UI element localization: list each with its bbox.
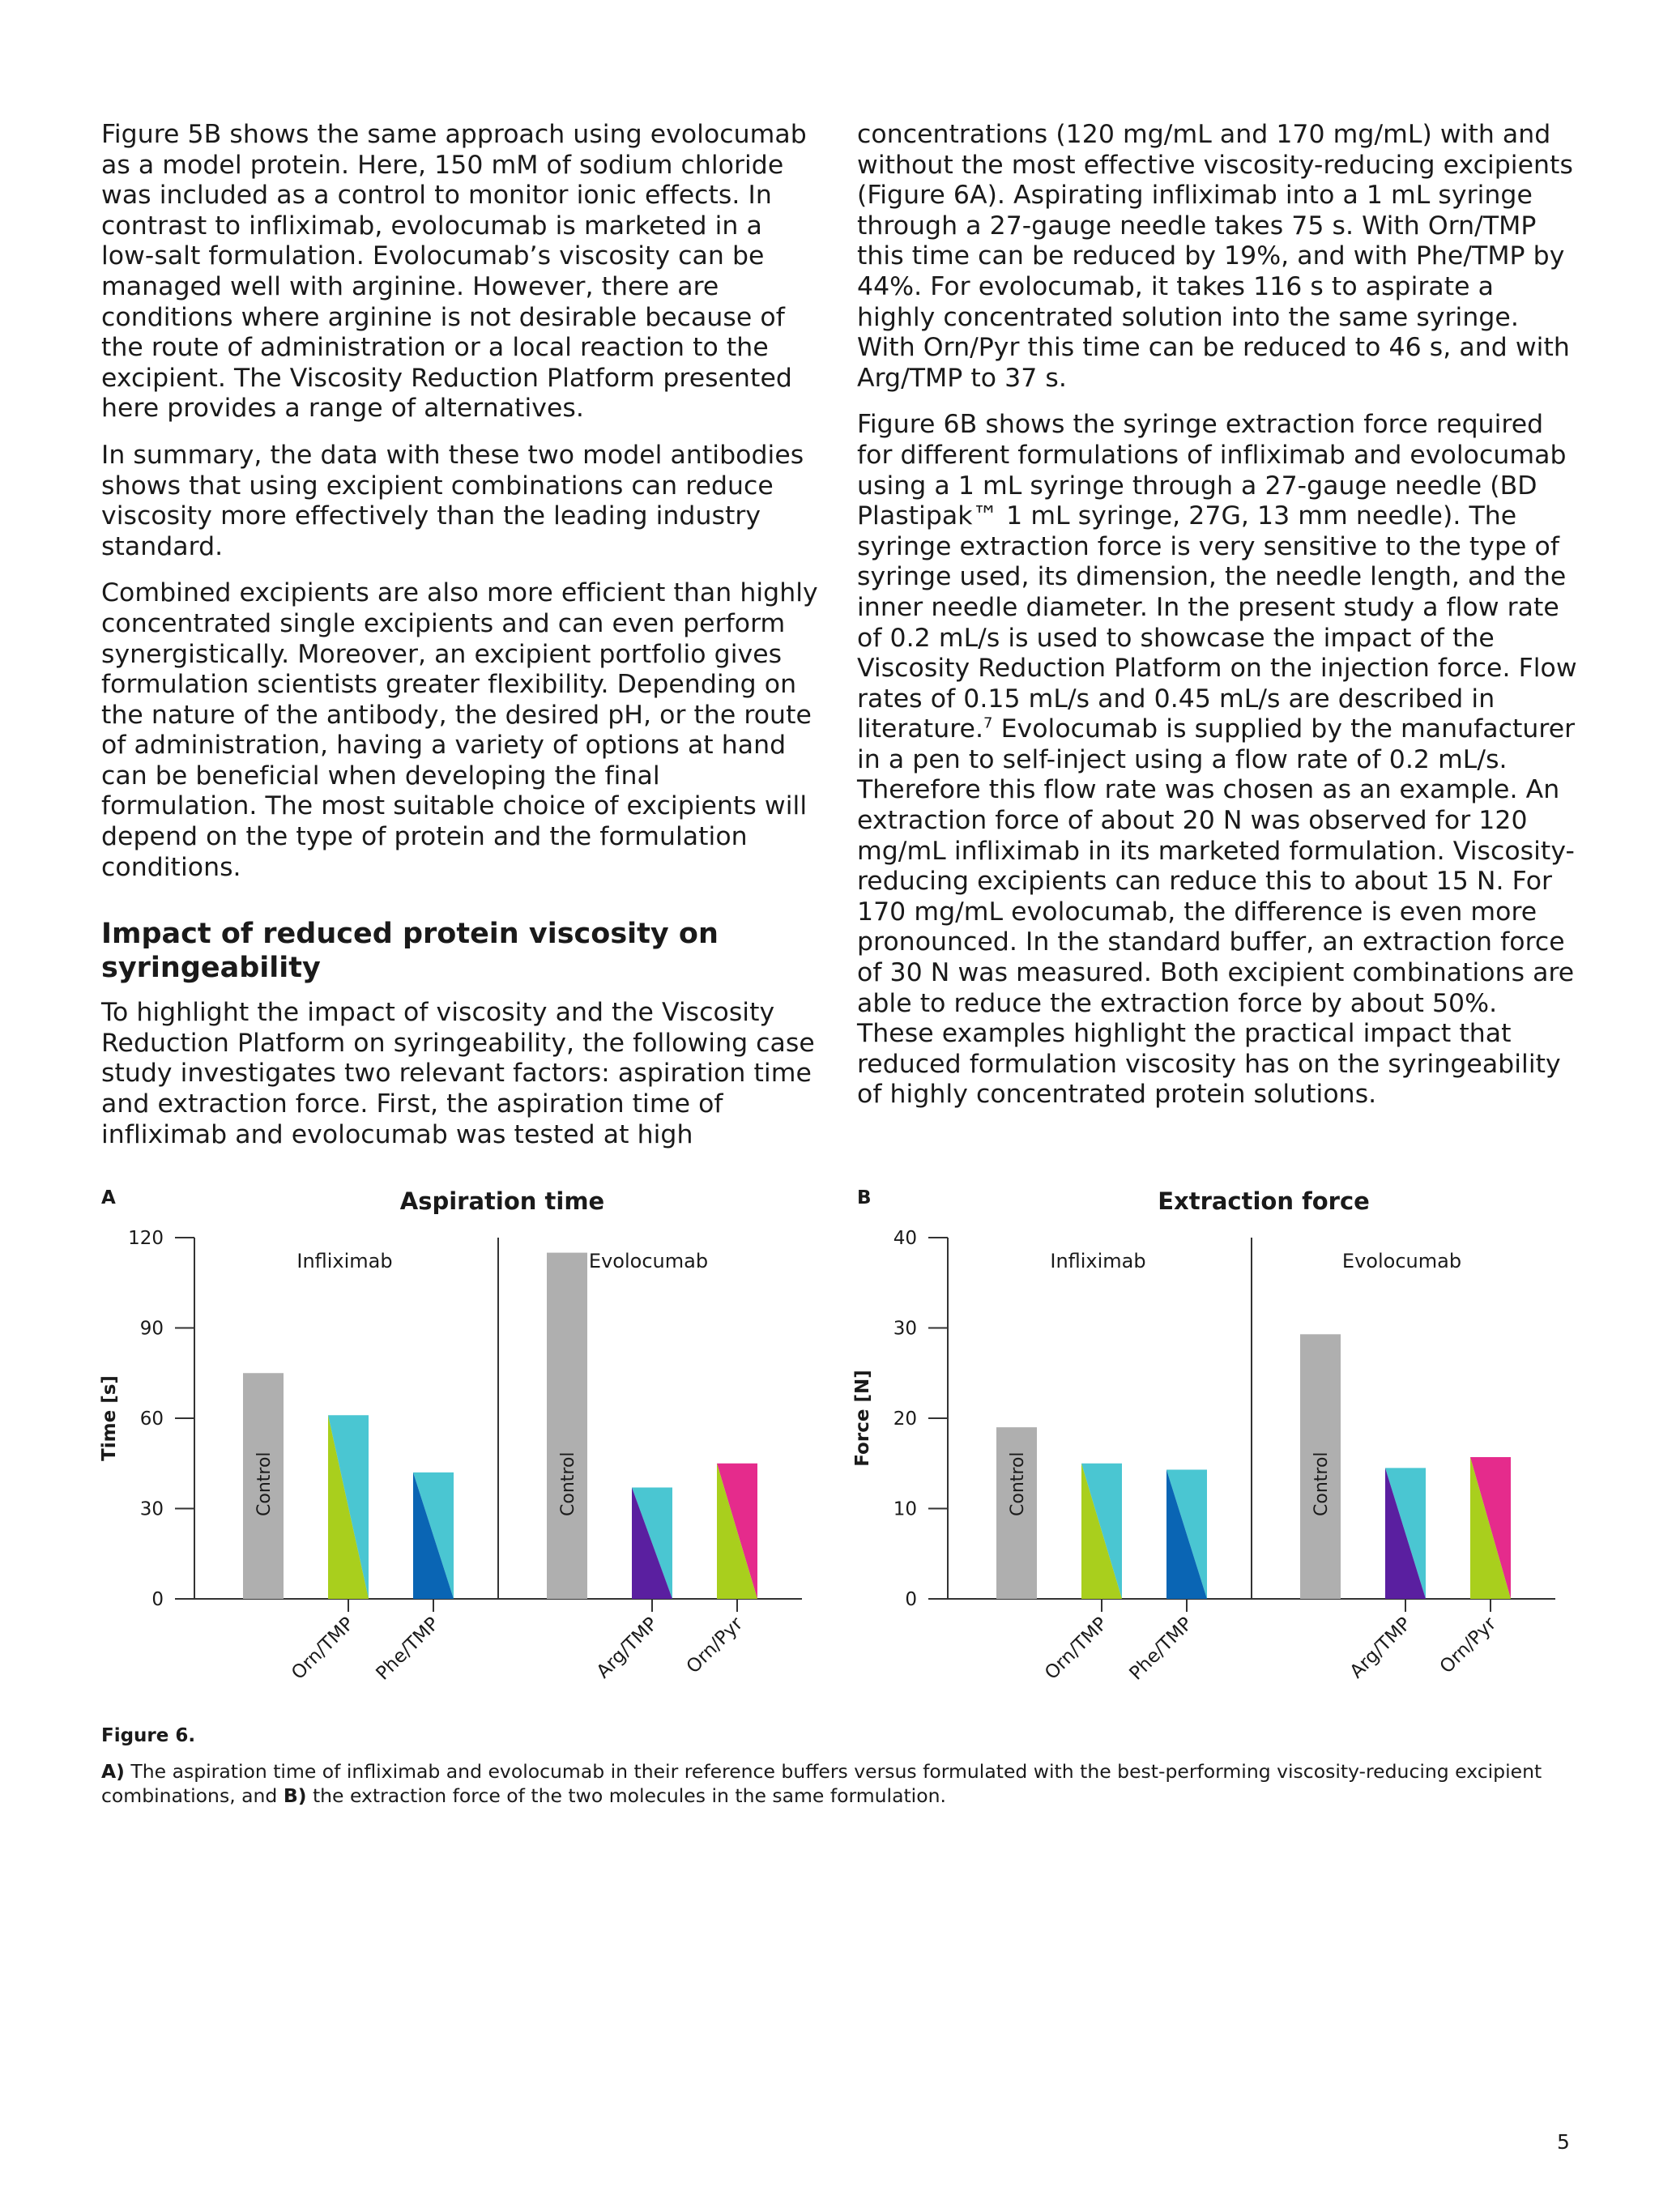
bar-infliximab-phe-tmp (413, 1473, 454, 1599)
body-paragraph: Figure 5B shows the same approach using evolocumab as a model protein. Here, 150 mM of sodium chloride was included as a control to monitor ionic effects. In contrast to infliximab, evolocumab is marketed in a low-salt formulation. Evolocumab’s viscosity can be managed well with arginine. However, there are conditions where arginine is not desirable because of the route of administration or a local reaction to the excipient. The Viscosity Reduction Platform presented here provides a range of alternatives. (101, 120, 807, 424)
y-tick-label: 30 (893, 1318, 917, 1340)
body-paragraph: To highlight the impact of viscosity and the Viscosity Reduction Platform on syringeability, the following case study investigates two relevant factors: aspiration time and extraction force. First, the aspiration time of infliximab and evolocumab was tested at high (101, 998, 815, 1149)
y-tick-label: 40 (893, 1228, 917, 1249)
page-number: 5 (1557, 2130, 1570, 2154)
body-paragraph: concentrations (120 mg/mL and 170 mg/mL) with and without the most effective viscosity-reducing excipients (Figure 6A). Aspirating infliximab into a 1 mL syringe through a 27-gauge needle takes 75 s. With Orn/TMP this time can be reduced by 19%, and with Phe/TMP by 44%. For evolocumab, it takes 116 s to aspirate a highly concentrated solution into the same syringe. With Orn/Pyr this time can be reduced to 46 s, and with Arg/TMP to 37 s. (857, 120, 1573, 393)
chart-title-extraction: Extraction force (1158, 1187, 1370, 1215)
y-tick-label: 20 (893, 1409, 917, 1430)
body-paragraph-with-reference (857, 410, 1578, 1110)
panel-label-a: A (101, 1187, 116, 1208)
bar-evolocumab-control (547, 1253, 587, 1599)
bar-label-evolocumab-control: Control (1311, 1451, 1332, 1516)
bar-infliximab-phe-tmp (1166, 1470, 1207, 1599)
x-tick-label-arg-tmp: Arg/TMP (592, 1613, 663, 1683)
x-tick-label-orn-pyr: Orn/Pyr (682, 1613, 748, 1678)
right-column (857, 120, 1578, 1127)
figure-label: Figure 6. (101, 1725, 196, 1746)
group-label-evolocumab: Evolocumab (1341, 1250, 1462, 1272)
bar-evolocumab-orn-pyr (1470, 1457, 1511, 1599)
y-tick-label: 90 (139, 1318, 164, 1340)
bar-infliximab-orn-tmp (1081, 1464, 1122, 1599)
y-tick-label: 0 (151, 1589, 164, 1610)
x-tick-label-orn-pyr: Orn/Pyr (1435, 1613, 1501, 1678)
group-label-infliximab: Infliximab (1050, 1250, 1146, 1272)
group-label-infliximab: Infliximab (296, 1250, 393, 1272)
bar-label-infliximab-control: Control (254, 1451, 275, 1516)
y-axis-label: Time [s] (99, 1375, 120, 1461)
body-paragraph: Combined excipients are also more efficient than highly concentrated single excipients and can even perform synergistically. Moreover, an excipient portfolio gives formulation scientists greater flexibility. Depending on the nature of the antibody, the desired pH, or the route of administration, having a variety of options at hand can be beneficial when developing the final formulation. The most suitable choice of excipients will depend on the type of protein and the formulation conditions. (101, 578, 818, 882)
x-tick-label-phe-tmp: Phe/TMP (1125, 1613, 1197, 1685)
aspiration-time-chart (81, 1215, 826, 1733)
bar-evolocumab-arg-tmp (632, 1487, 672, 1599)
x-tick-label-phe-tmp: Phe/TMP (372, 1613, 444, 1685)
bar-infliximab-orn-tmp (328, 1415, 369, 1599)
y-tick-label: 120 (128, 1228, 164, 1249)
caption-marker-b: B) (283, 1784, 307, 1807)
y-tick-label: 30 (139, 1498, 164, 1520)
x-tick-label-arg-tmp: Arg/TMP (1346, 1613, 1416, 1683)
x-tick-label-orn-tmp: Orn/TMP (288, 1613, 359, 1685)
chart-title-aspiration: Aspiration time (399, 1187, 605, 1215)
bar-label-infliximab-control: Control (1008, 1451, 1028, 1516)
body-paragraph: In summary, the data with these two model antibodies shows that using excipient combinations can reduce viscosity more effectively than the leading industry standard. (101, 440, 804, 561)
y-tick-label: 0 (905, 1589, 917, 1610)
panel-label-b: B (857, 1187, 872, 1208)
text-span: Figure 6B shows the syringe extraction force required for different formulations of infliximab and evolocumab using a 1 mL syringe through a 27-gauge needle (BD Plastipak™ 1 mL syringe, 27G, 13 mm needle). The syringe extraction force is very sensitive to the type of syringe used, its dimension, the needle length, and the inner needle diameter. In the present study a flow rate of 0.2 mL/s is used to showcase the impact of the Viscosity Reduction Platform on the injection force. Flow rates of 0.15 mL/s and 0.45 mL/s are described in literature. (857, 410, 1577, 744)
y-tick-label: 10 (893, 1498, 917, 1520)
text-span: Evolocumab is supplied by the manufacturer in a pen to self-inject using a flow rate of 0.2 mL/s. Therefore this flow rate was chosen as an example. An extraction force of about 20 N was observed for 120 mg/mL infliximab in its marketed formulation. Viscosity-reducing excipients can reduce this to about 15 N. For 170 mg/mL evolocumab, the difference is even more pronounced. In the standard buffer, an extraction force of 30 N was measured. Both excipient combinations are able to reduce the extraction force by about 50%. These examples highlight the practical impact that reduced formulation viscosity has on the syringeability of highly concentrated protein solutions. (857, 714, 1576, 1110)
y-axis-label: Force [N] (852, 1370, 873, 1467)
left-column (101, 120, 818, 1166)
bar-evolocumab-orn-pyr (717, 1464, 757, 1599)
y-tick-label: 60 (139, 1409, 164, 1430)
extraction-force-chart (834, 1215, 1580, 1733)
x-tick-label-orn-tmp: Orn/TMP (1041, 1613, 1112, 1685)
figure-caption (101, 1759, 1576, 1808)
section-heading: Impact of reduced protein viscosity on syringeability (101, 918, 719, 985)
group-label-evolocumab: Evolocumab (588, 1250, 709, 1272)
reference-superscript: 7 (983, 714, 993, 732)
bar-evolocumab-arg-tmp (1385, 1468, 1426, 1599)
caption-text-a: The aspiration time of infliximab and evolocumab in their reference buffers versus formulated with the best-performing viscosity-reducing excipient combinations, and (101, 1760, 1542, 1807)
caption-text-b: the extraction force of the two molecules in the same formulation. (306, 1784, 946, 1807)
bar-label-evolocumab-control: Control (558, 1451, 578, 1516)
caption-marker-a: A) (101, 1760, 125, 1783)
